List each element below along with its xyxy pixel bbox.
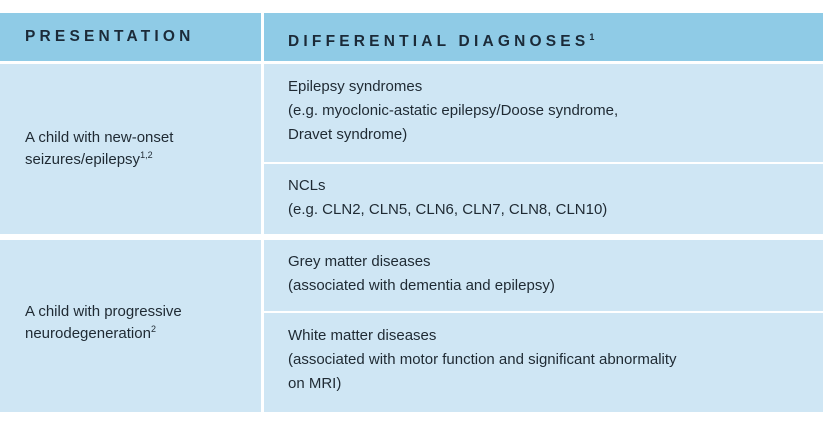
diagnosis-cell xyxy=(288,174,808,222)
header-differential-footnote: 1 xyxy=(589,32,595,42)
presentation-cell xyxy=(25,127,173,171)
diagnosis-title: Grey matter diseases xyxy=(288,253,431,270)
diagnosis-cell xyxy=(288,250,808,298)
diagnosis-title: Epilepsy syndromes xyxy=(288,78,423,95)
presentation-line xyxy=(25,323,182,345)
presentation-line xyxy=(25,149,173,171)
presentation-text: seizures/epilepsy xyxy=(25,151,141,168)
diagnosis-detail: (associated with motor function and significant abnormality xyxy=(288,351,677,368)
column-divider xyxy=(261,64,264,234)
presentation-cell xyxy=(25,301,182,345)
table-row-section-1 xyxy=(0,64,823,234)
diagnosis-cell xyxy=(288,324,808,396)
diagnosis-detail: (e.g. myoclonic-astatic epilepsy/Doose syndrome, xyxy=(288,102,619,119)
presentation-line: A child with new-onset xyxy=(25,129,174,146)
diagnosis-title: White matter diseases xyxy=(288,327,437,344)
diagnosis-detail: (associated with dementia and epilepsy) xyxy=(288,277,555,294)
header-differential xyxy=(288,13,594,61)
presentation-footnote: 1,2 xyxy=(140,150,153,160)
header-presentation xyxy=(25,13,195,61)
header-presentation-label: PRESENTATION xyxy=(25,28,195,45)
row-divider xyxy=(264,162,823,164)
table-row-section-2 xyxy=(0,240,823,412)
header-column-divider xyxy=(261,13,264,61)
diagnosis-detail: (e.g. CLN2, CLN5, CLN6, CLN7, CLN8, CLN10) xyxy=(288,201,608,218)
table-header xyxy=(0,13,823,61)
column-divider xyxy=(261,240,264,412)
presentation-line: A child with progressive xyxy=(25,303,182,320)
presentation-footnote: 2 xyxy=(150,324,156,334)
presentation-text: neurodegeneration xyxy=(25,325,151,342)
diagnosis-cell xyxy=(288,75,808,147)
row-divider xyxy=(264,311,823,313)
diagnosis-detail: Dravet syndrome) xyxy=(288,126,408,143)
diagnosis-detail: on MRI) xyxy=(288,375,342,392)
header-differential-label: DIFFERENTIAL DIAGNOSES xyxy=(288,33,590,51)
diagnosis-title: NCLs xyxy=(288,177,326,194)
